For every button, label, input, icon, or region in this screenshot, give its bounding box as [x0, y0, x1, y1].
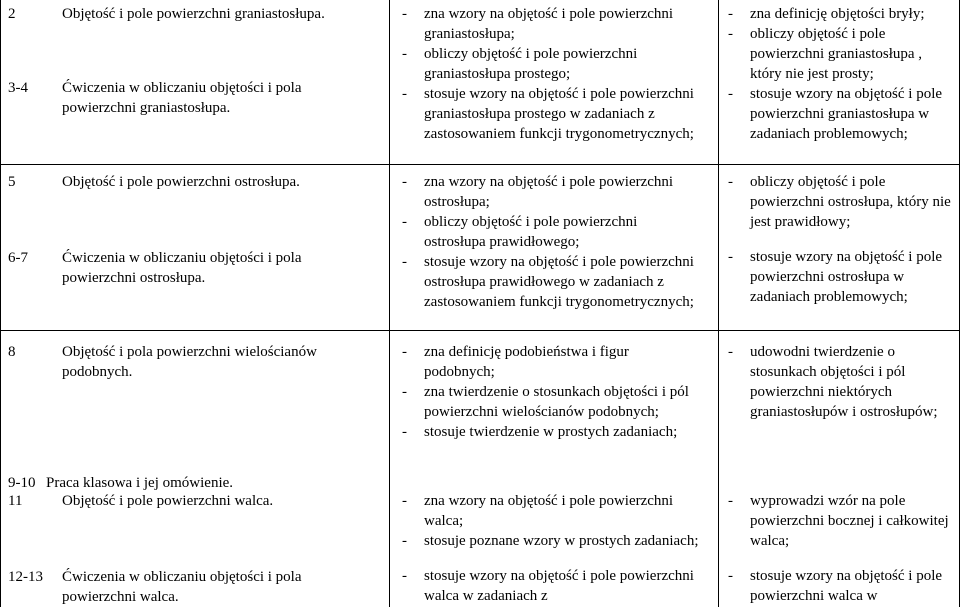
- list-dash: -: [402, 174, 407, 190]
- list-item-text: stosuje wzory na objętość i pole powierzchni walca w zadaniach z: [424, 568, 694, 604]
- list-item-text: zna definicję podobieństwa i figur podobnych;: [424, 344, 629, 380]
- lesson-title: Ćwiczenia w obliczaniu objętości i pola powierzchni walca.: [62, 569, 302, 605]
- list-dash: -: [402, 254, 407, 270]
- list-item: [402, 382, 702, 422]
- list-item-text: udowodni twierdzenie o stosunkach objętości i pól powierzchni niektórych graniastosłupów i ostrosłupów;: [750, 344, 938, 420]
- lesson-number: 3-4: [8, 80, 28, 96]
- list-dash: -: [402, 384, 407, 400]
- list-item: [728, 172, 954, 232]
- column-divider-2: [718, 0, 719, 607]
- list-item-text: obliczy objętość i pole powierzchni ostrosłupa prawidłowego;: [424, 214, 638, 250]
- list-dash: -: [402, 424, 407, 440]
- list-item: [402, 342, 702, 382]
- row-divider-2: [0, 330, 960, 331]
- list-item: [728, 566, 954, 606]
- list-dash: -: [728, 86, 733, 102]
- lesson-number: 11: [8, 493, 23, 509]
- list-dash: -: [728, 6, 733, 22]
- list-dash: -: [728, 26, 733, 42]
- lesson-title: Ćwiczenia w obliczaniu objętości i pola powierzchni graniastosłupa.: [62, 80, 302, 116]
- list-dash: -: [402, 344, 407, 360]
- list-item-text: zna wzory na objętość i pole powierzchni graniastosłupa;: [424, 6, 674, 42]
- list-item-text: zna wzory na objętość i pole powierzchni walca;: [424, 493, 674, 529]
- extended-requirements-list: [728, 172, 954, 307]
- basic-requirements-list: [402, 342, 702, 442]
- list-dash: -: [402, 568, 407, 584]
- table-border-left: [0, 0, 1, 607]
- list-item: [402, 566, 702, 606]
- list-item-text: obliczy objętość i pole powierzchni graniastosłupa prostego;: [424, 46, 638, 82]
- list-dash: -: [728, 493, 733, 509]
- list-item-text: obliczy objętość i pole powierzchni graniastosłupa , który nie jest prosty;: [750, 26, 923, 82]
- list-dash: -: [402, 214, 407, 230]
- column-divider-1: [389, 0, 390, 607]
- lesson-number: 9-10: [8, 475, 36, 491]
- list-item: [728, 491, 954, 551]
- lesson-number: 8: [8, 344, 16, 360]
- lesson-number: 6-7: [8, 250, 28, 266]
- list-dash: -: [728, 249, 733, 265]
- list-item: [402, 422, 702, 442]
- lesson-title: Objętość i pole powierzchni graniastosłupa.: [62, 6, 325, 22]
- list-item: [402, 212, 702, 252]
- list-item: [402, 84, 702, 144]
- list-item-text: stosuje wzory na objętość i pole powierzchni walca w: [750, 568, 943, 604]
- extended-requirements-list: [728, 4, 954, 144]
- list-dash: -: [728, 174, 733, 190]
- list-item: [402, 44, 702, 84]
- basic-requirements-list: [402, 491, 702, 606]
- list-item: [728, 4, 954, 24]
- list-dash: -: [728, 344, 733, 360]
- list-item-text: zna twierdzenie o stosunkach objętości i pól powierzchni wielościanów podobnych;: [424, 384, 689, 420]
- list-item: [728, 84, 954, 144]
- lesson-number: 2: [8, 6, 16, 22]
- lesson-title: Objętość i pole powierzchni walca.: [62, 493, 274, 509]
- list-item: [402, 252, 702, 312]
- basic-requirements-list: [402, 4, 702, 144]
- list-item-text: stosuje wzory na objętość i pole powierzchni graniastosłupa w zadaniach problemowych;: [750, 86, 943, 142]
- basic-requirements-list: [402, 172, 702, 312]
- list-item: [728, 247, 954, 307]
- list-dash: -: [402, 533, 407, 549]
- list-item-text: obliczy objętość i pole powierzchni ostrosłupa, który nie jest prawidłowy;: [750, 174, 951, 230]
- list-item: [728, 342, 954, 422]
- list-dash: -: [728, 568, 733, 584]
- list-item-text: stosuje twierdzenie w prostych zadaniach;: [424, 424, 678, 440]
- list-item: [402, 4, 702, 44]
- lesson-title: Praca klasowa i jej omówienie.: [46, 475, 234, 491]
- list-dash: -: [402, 46, 407, 62]
- lesson-number: 5: [8, 174, 16, 190]
- lesson-number: 12-13: [8, 569, 43, 585]
- list-item: [402, 491, 702, 531]
- list-item-text: stosuje wzory na objętość i pole powierzchni graniastosłupa prostego w zadaniach z zastosowaniem funkcji trygonometrycznych;: [424, 86, 694, 142]
- list-dash: -: [402, 86, 407, 102]
- lesson-title: Ćwiczenia w obliczaniu objętości i pola powierzchni ostrosłupa.: [62, 250, 302, 286]
- lesson-title: Objętość i pole powierzchni ostrosłupa.: [62, 174, 300, 190]
- list-item: [402, 531, 702, 551]
- list-item-text: zna definicję objętości bryły;: [750, 6, 925, 22]
- extended-requirements-list: [728, 491, 954, 606]
- list-item-text: stosuje poznane wzory w prostych zadaniach;: [424, 533, 699, 549]
- lesson-title: Objętość i pola powierzchni wielościanów podobnych.: [62, 344, 317, 380]
- list-item-text: stosuje wzory na objętość i pole powierzchni ostrosłupa w zadaniach problemowych;: [750, 249, 943, 305]
- list-item: [728, 24, 954, 84]
- list-item-text: wyprowadzi wzór na pole powierzchni bocznej i całkowitej walca;: [750, 493, 949, 549]
- list-item-text: stosuje wzory na objętość i pole powierzchni ostrosłupa prawidłowego w zadaniach z zastosowaniem funkcji trygonometrycznych;: [424, 254, 694, 310]
- extended-requirements-list: [728, 342, 954, 422]
- list-dash: -: [402, 493, 407, 509]
- list-dash: -: [402, 6, 407, 22]
- list-item-text: zna wzory na objętość i pole powierzchni ostrosłupa;: [424, 174, 674, 210]
- row-divider-1: [0, 164, 960, 165]
- list-item: [402, 172, 702, 212]
